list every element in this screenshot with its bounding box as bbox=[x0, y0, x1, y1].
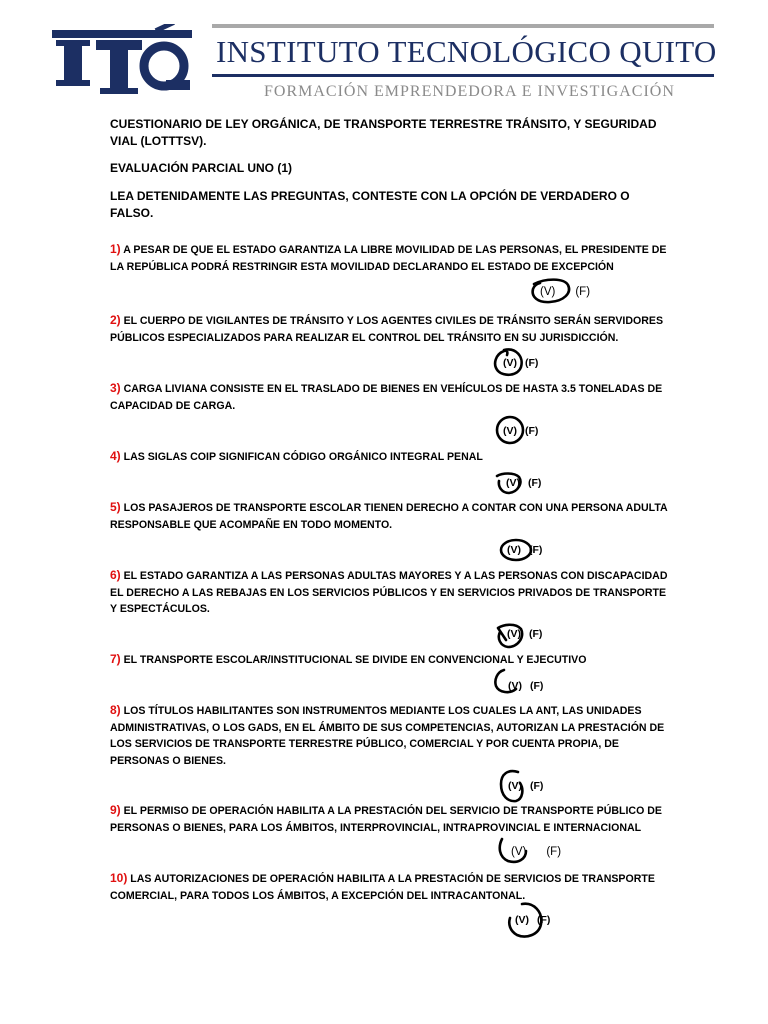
exam-subtitle: EVALUACIÓN PARCIAL UNO (1) bbox=[110, 161, 293, 175]
answer-options-10 bbox=[515, 914, 550, 926]
option-true[interactable]: (V) bbox=[508, 780, 522, 792]
answer-options-8 bbox=[508, 780, 543, 792]
question-text: EL PERMISO DE OPERACIÓN HABILITA A LA PRESTACIÓN DEL SERVICIO DE TRANSPORTE PÚBLICO DE PERSONAS O BIENES, PARA LOS ÁMBITOS, INTERPROVINCIAL, INTRAPROVINCIAL E INTERNACIONAL bbox=[110, 805, 662, 834]
question-number: 6) bbox=[110, 568, 121, 582]
instructions: LEA DETENIDAMENTE LAS PREGUNTAS, CONTESTE CON LA OPCIÓN DE VERDADERO O FALSO. bbox=[110, 189, 630, 220]
question-text: LAS SIGLAS COIP SIGNIFICAN CÓDIGO ORGÁNICO INTEGRAL PENAL bbox=[120, 451, 483, 463]
question-1 bbox=[110, 241, 670, 275]
option-false[interactable]: (F) bbox=[530, 680, 544, 692]
option-false[interactable]: (F) bbox=[546, 846, 562, 858]
answer-options-4 bbox=[506, 477, 541, 489]
option-false[interactable]: (F) bbox=[575, 286, 591, 298]
option-true[interactable]: (V) bbox=[508, 680, 522, 692]
question-text: A PESAR DE QUE EL ESTADO GARANTIZA LA LIBRE MOVILIDAD DE LAS PERSONAS, EL PRESIDENTE DE LA REPÚBLICA PODRÁ RESTRINGIR ESTA MOVILIDAD DECLARANDO EL ESTADO DE EXCEPCIÓN bbox=[110, 244, 667, 273]
option-false[interactable]: (F) bbox=[528, 477, 542, 489]
question-6 bbox=[110, 567, 670, 618]
answer-options-3 bbox=[503, 425, 538, 437]
option-true[interactable]: (V) bbox=[511, 846, 527, 858]
question-text: EL TRANSPORTE ESCOLAR/INSTITUCIONAL SE DIVIDE EN CONVENCIONAL Y EJECUTIVO bbox=[120, 654, 587, 666]
header-divider bbox=[212, 74, 714, 77]
question-number: 8) bbox=[110, 703, 121, 717]
answer-options-7 bbox=[508, 680, 543, 692]
answer-options-2 bbox=[503, 357, 538, 369]
institution-subtitle: FORMACIÓN EMPRENDEDORA E INVESTIGACIÓN bbox=[264, 83, 675, 100]
question-text: LAS AUTORIZACIONES DE OPERACIÓN HABILITA A LA PRESTACIÓN DE SERVICIOS DE TRANSPORTE COMERCIAL, PARA TODOS LOS ÁMBITOS, A EXCEPCIÓN DEL INTRACANTONAL. bbox=[110, 873, 655, 902]
option-true[interactable]: (V) bbox=[507, 628, 521, 640]
question-number: 2) bbox=[110, 313, 121, 327]
question-number: 4) bbox=[110, 449, 121, 463]
question-number: 1) bbox=[110, 242, 121, 256]
answer-options-1 bbox=[540, 286, 590, 298]
header-top-rule bbox=[212, 24, 714, 28]
question-7 bbox=[110, 651, 670, 669]
question-number: 10) bbox=[110, 871, 128, 885]
question-number: 3) bbox=[110, 381, 121, 395]
question-text: EL CUERPO DE VIGILANTES DE TRÁNSITO Y LOS AGENTES CIVILES DE TRÁNSITO SERÁN SERVIDORES PÚBLICOS ESPECIALIZADOS PARA REALIZAR EL CONTROL DEL TRÁNSITO EN SU JURISDICCIÓN. bbox=[110, 315, 664, 344]
option-false[interactable]: (F) bbox=[525, 357, 539, 369]
option-true[interactable]: (V) bbox=[515, 914, 529, 926]
option-true[interactable]: (V) bbox=[503, 357, 517, 369]
question-text: LOS PASAJEROS DE TRANSPORTE ESCOLAR TIENEN DERECHO A CONTAR CON UNA PERSONA ADULTA RESPONSABLE QUE ACOMPAÑE EN TODO MOMENTO. bbox=[110, 502, 668, 531]
question-text: EL ESTADO GARANTIZA A LAS PERSONAS ADULTAS MAYORES Y A LAS PERSONAS CON DISCAPACIDAD EL DERECHO A LAS REBAJAS EN LOS SERVICIOS PÚBLICOS Y EN SERVICIOS PRIVADOS DE TRANSPORTE Y ESPECTÁCULOS. bbox=[110, 570, 668, 615]
answer-options-9 bbox=[511, 846, 561, 858]
question-text: CARGA LIVIANA CONSISTE EN EL TRASLADO DE BIENES EN VEHÍCULOS DE HASTA 3.5 TONELADAS DE CAPACIDAD DE CARGA. bbox=[110, 383, 663, 412]
institution-name: INSTITUTO TECNOLÓGICO QUITO bbox=[216, 34, 717, 69]
option-true[interactable]: (V) bbox=[506, 477, 520, 489]
answer-options-6 bbox=[507, 628, 542, 640]
question-text: LOS TÍTULOS HABILITANTES SON INSTRUMENTOS MEDIANTE LOS CUALES LA ANT, LAS UNIDADES ADMINISTRATIVAS, O LOS GADS, EN EL ÁMBITO DE SUS COMPETENCIAS, AUTORIZAN LA PRESTACIÓN DE LOS SERVICIOS DE TRANSPORTE TERRESTRE PÚBLICO, COMERCIAL Y POR CUENTA PROPIA, DE PERSONAS O BIENES. bbox=[110, 705, 665, 767]
question-number: 9) bbox=[110, 803, 121, 817]
option-false[interactable]: (F) bbox=[537, 914, 551, 926]
question-number: 5) bbox=[110, 500, 121, 514]
question-8 bbox=[110, 702, 670, 769]
option-true[interactable]: (V) bbox=[540, 286, 556, 298]
itq-logo-mark bbox=[52, 24, 192, 98]
question-3 bbox=[110, 380, 670, 414]
question-9 bbox=[110, 802, 670, 836]
option-true[interactable]: (V) bbox=[503, 425, 517, 437]
answer-options-5 bbox=[507, 544, 542, 556]
option-true[interactable]: (V) bbox=[507, 544, 521, 556]
option-false[interactable]: (F) bbox=[529, 628, 543, 640]
question-5 bbox=[110, 499, 670, 533]
question-number: 7) bbox=[110, 652, 121, 666]
itq-logo bbox=[52, 24, 192, 98]
option-false[interactable]: (F) bbox=[525, 425, 539, 437]
option-false[interactable]: (F) bbox=[530, 780, 544, 792]
question-4 bbox=[110, 448, 670, 466]
document-title: CUESTIONARIO DE LEY ORGÁNICA, DE TRANSPORTE TERRESTRE TRÁNSITO, Y SEGURIDAD VIAL (LOTTTSV). bbox=[110, 117, 657, 148]
question-10 bbox=[110, 870, 670, 904]
option-false[interactable]: (F) bbox=[529, 544, 543, 556]
question-2 bbox=[110, 312, 670, 346]
